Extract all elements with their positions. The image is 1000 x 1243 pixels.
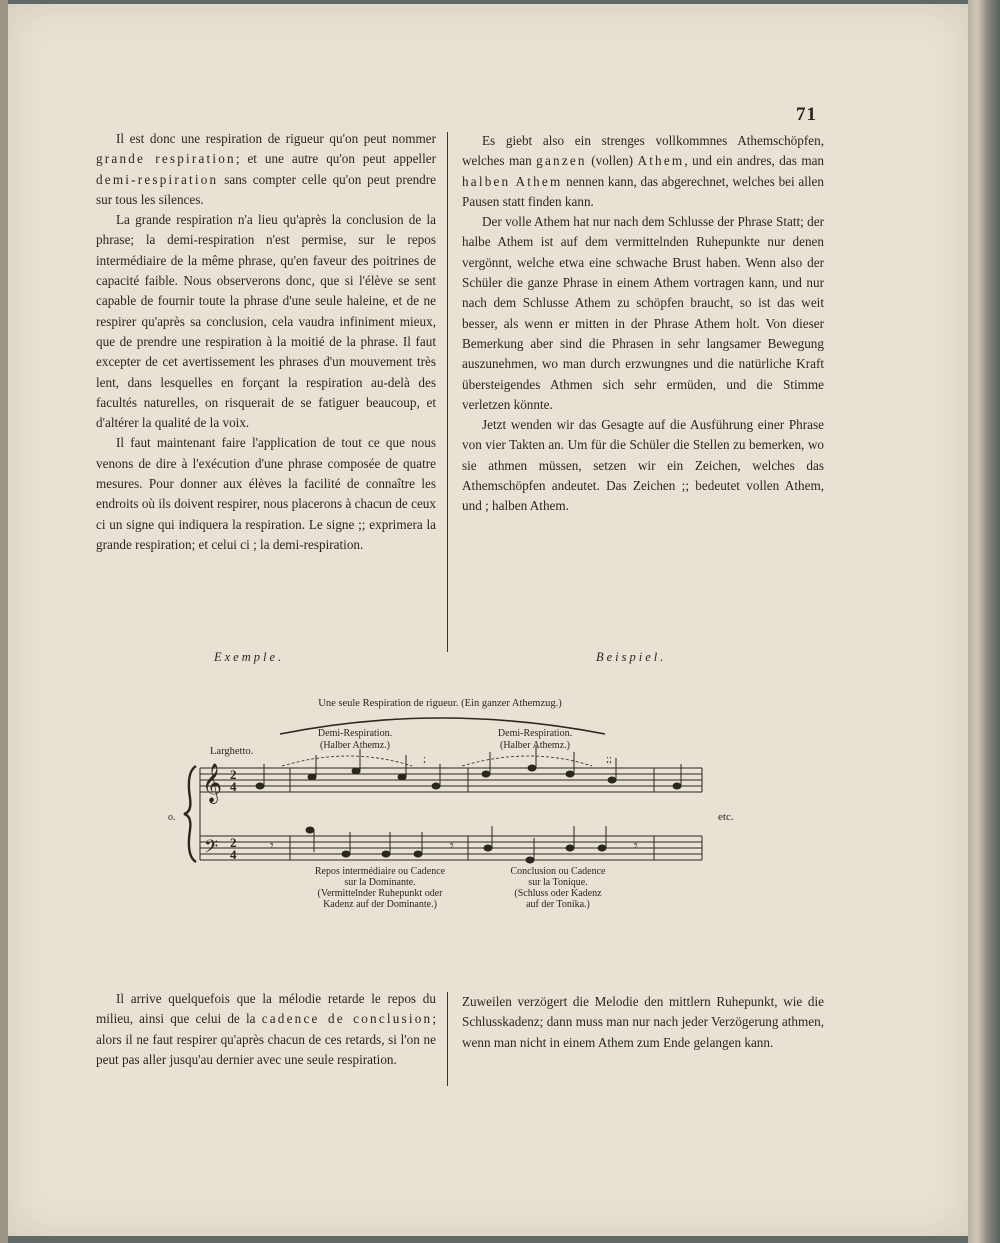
tempo-marking: Larghetto. (210, 746, 254, 757)
column-divider (447, 132, 448, 652)
slur-1 (282, 756, 412, 766)
time-sig-bass-bottom: 4 (230, 847, 237, 862)
slur-2 (462, 756, 592, 766)
top-caption: Une seule Respiration de rigueur. (Ein ganzer Athemzug.) (318, 698, 562, 709)
note (484, 845, 492, 851)
cadence-caption-tonic (511, 866, 607, 910)
emphasis: demi-respiration (96, 171, 219, 187)
french-text-bottom (96, 989, 436, 1070)
svg-text:sur la Dominante.: sur la Dominante. (344, 877, 416, 888)
rest: 𝄾 (634, 839, 638, 854)
note (566, 845, 574, 851)
rest: 𝄾 (270, 839, 274, 854)
music-example (150, 690, 780, 920)
svg-text:(Vermittelnder Ruhepunkt oder: (Vermittelnder Ruhepunkt oder (317, 888, 443, 899)
note (673, 783, 681, 789)
note (528, 765, 536, 771)
emphasis: grande respiration (96, 151, 236, 167)
svg-text:sur la Tonique.: sur la Tonique. (528, 877, 588, 888)
paragraph: Il est donc une respiration de rigueur qu'on peut nommer grande respiration; et une autre qu'on peut appeller demi-respiration sans compter celle qu'on peut prendre sur tous les silences. (96, 131, 437, 207)
paragraph: Es giebt also ein strenges vollkommnes Athemschöpfen, welches man ganzen (vollen) Athem, und ein andres, das man halben Athem nennen kann, das abgerechnet, welches bei allen Pausen statt finden kann. (462, 133, 825, 209)
french-text-top (96, 129, 436, 555)
german-text-top (462, 131, 824, 517)
demi-caption-1b: (Halber Athemz.) (320, 740, 390, 751)
note (414, 851, 422, 857)
time-sig-treble-bottom: 4 (230, 779, 237, 794)
note (308, 774, 316, 780)
note (482, 771, 490, 777)
cadence-caption-dominant (315, 866, 446, 910)
note (398, 774, 406, 780)
german-text-bottom (462, 992, 824, 1053)
time-sig-bass-top: 2 (230, 835, 237, 850)
paragraph: Il faut maintenant faire l'application de tout ce que nous venons de dire à l'exécution d'une phrase composée de quatre mesures. Pour donner aux élèves la facilité de connaître les endroits où ils doivent respirer, nous placerons à chacun de ceux ci un signe qui indiquera la respiration. Le signe ;; exprimera la grande respiration; et celui ci ; la demi-respiration. (96, 435, 436, 552)
demi-caption-1: Demi-Respiration. (317, 728, 393, 739)
paragraph: Jetzt wenden wir das Gesagte auf die Ausführung einer Phrase von vier Takten an. Um für die Schüler die Stellen zu bemerken, wo sie athmen müssen, setzen wir ein Zeichen, welches das Athemschöpfen andeutet. Das Zeichen ;; bedeutet vollen Athem, und ; halben Athem. (462, 417, 824, 514)
page-number: 71 (796, 104, 817, 125)
note (432, 783, 440, 789)
system-marker: o. (168, 812, 176, 823)
bass-clef-icon: 𝄢 (204, 836, 219, 861)
note (566, 771, 574, 777)
note (256, 783, 264, 789)
treble-clef-icon: 𝄞 (202, 765, 223, 802)
time-sig-treble-top: 2 (230, 767, 237, 782)
bass-notes (270, 826, 638, 863)
note (342, 851, 350, 857)
system-brace (184, 766, 196, 862)
paragraph: La grande respiration n'a lieu qu'après la conclusion de la phrase; la demi-respiration n'est permise, sur le repos intermédiaire de la même phrase, qu'en faveur des poitrines de capacité faible. Nous observerons donc, que si l'élève se sent capable de fournir toute la phrase d'une seule haleine, et de ne respirer qu'après sa conclusion, cela vaudra infiniment mieux, que de prendre une respiration à la moitié de la phrase. Il faut excepter de cet avertissement les phrases d'un mouvement très lent, dans lesquelles en forçant la respiration au-delà des facultés naturelles, on risquerait de se fatiguer beaucoup, et d'altérer la qualité de la voix. (96, 212, 436, 431)
column-divider-bottom (447, 992, 448, 1086)
note (352, 768, 360, 774)
emphasis: halben Athem (462, 173, 563, 189)
paragraph: Il arrive quelquefois que la mélodie retarde le repos du milieu, ainsi que celui de la cadence de conclusion; alors il ne faut respirer qu'après chacun de ces retards, si l'on ne peut pas aller jusqu'au dernier avec une seule respiration. (96, 991, 436, 1067)
svg-text:auf der Tonika.): auf der Tonika.) (526, 899, 590, 910)
paragraph: Zuweilen verzögert die Melodie den mittlern Ruhepunkt, wie die Schlusskadenz; dann muss man nur nach jeder Verzögerung athmen, wenn man nicht in einem Athem zum Ende gelangen kann. (462, 994, 824, 1050)
example-label-fr: Exemple. (214, 650, 285, 664)
emphasis: ganzen (536, 153, 587, 169)
note (608, 777, 616, 783)
emphasis: Athem (637, 153, 685, 169)
binding-edge (0, 0, 8, 1243)
rest: 𝄾 (450, 839, 454, 854)
note (382, 851, 390, 857)
etc-label: etc. (718, 811, 734, 823)
paragraph: Der volle Athem hat nur nach dem Schlusse der Phrase Statt; der halbe Athem ist auf dem vermittelnden Ruhepunkte nur denen vergönnt, welche etwa eine schwache Brust haben. Wenn also der Schüler die ganze Phrase in einem Athem vortragen kann, und nur nach dem Schlusse Athem zu schöpfen braucht, so ist das weit besser, als wenn er mitten in der Phrase Athem holt. Von dieser Bemerkung aber sind die Phrasen in sehr langsamer Bewegung auszunehmen, wo man durch erzwungnes und die natürliche Kraft übersteigendes Athmen sich sehr ermüden, und die Stimme verletzen könnte. (462, 214, 824, 412)
emphasis: cadence de conclusion (261, 1011, 433, 1027)
note (526, 857, 534, 863)
full-breath-sign: ;; (606, 753, 613, 765)
svg-text:(Schluss oder Kadenz: (Schluss oder Kadenz (514, 888, 602, 899)
treble-staff (200, 768, 702, 792)
demi-caption-2: Demi-Respiration. (497, 728, 573, 739)
note (598, 845, 606, 851)
svg-text:Repos intermédiaire ou Cadence: Repos intermédiaire ou Cadence (314, 866, 446, 877)
svg-text:Conclusion ou Cadence: Conclusion ou Cadence (510, 866, 606, 877)
page-edge (968, 0, 1000, 1243)
demi-caption-2b: (Halber Athemz.) (500, 740, 570, 751)
svg-text:Kadenz auf der Dominante.): Kadenz auf der Dominante.) (323, 899, 437, 910)
note (306, 827, 314, 833)
example-label-de: Beispiel. (596, 650, 667, 664)
half-breath-sign: ; (423, 753, 427, 765)
